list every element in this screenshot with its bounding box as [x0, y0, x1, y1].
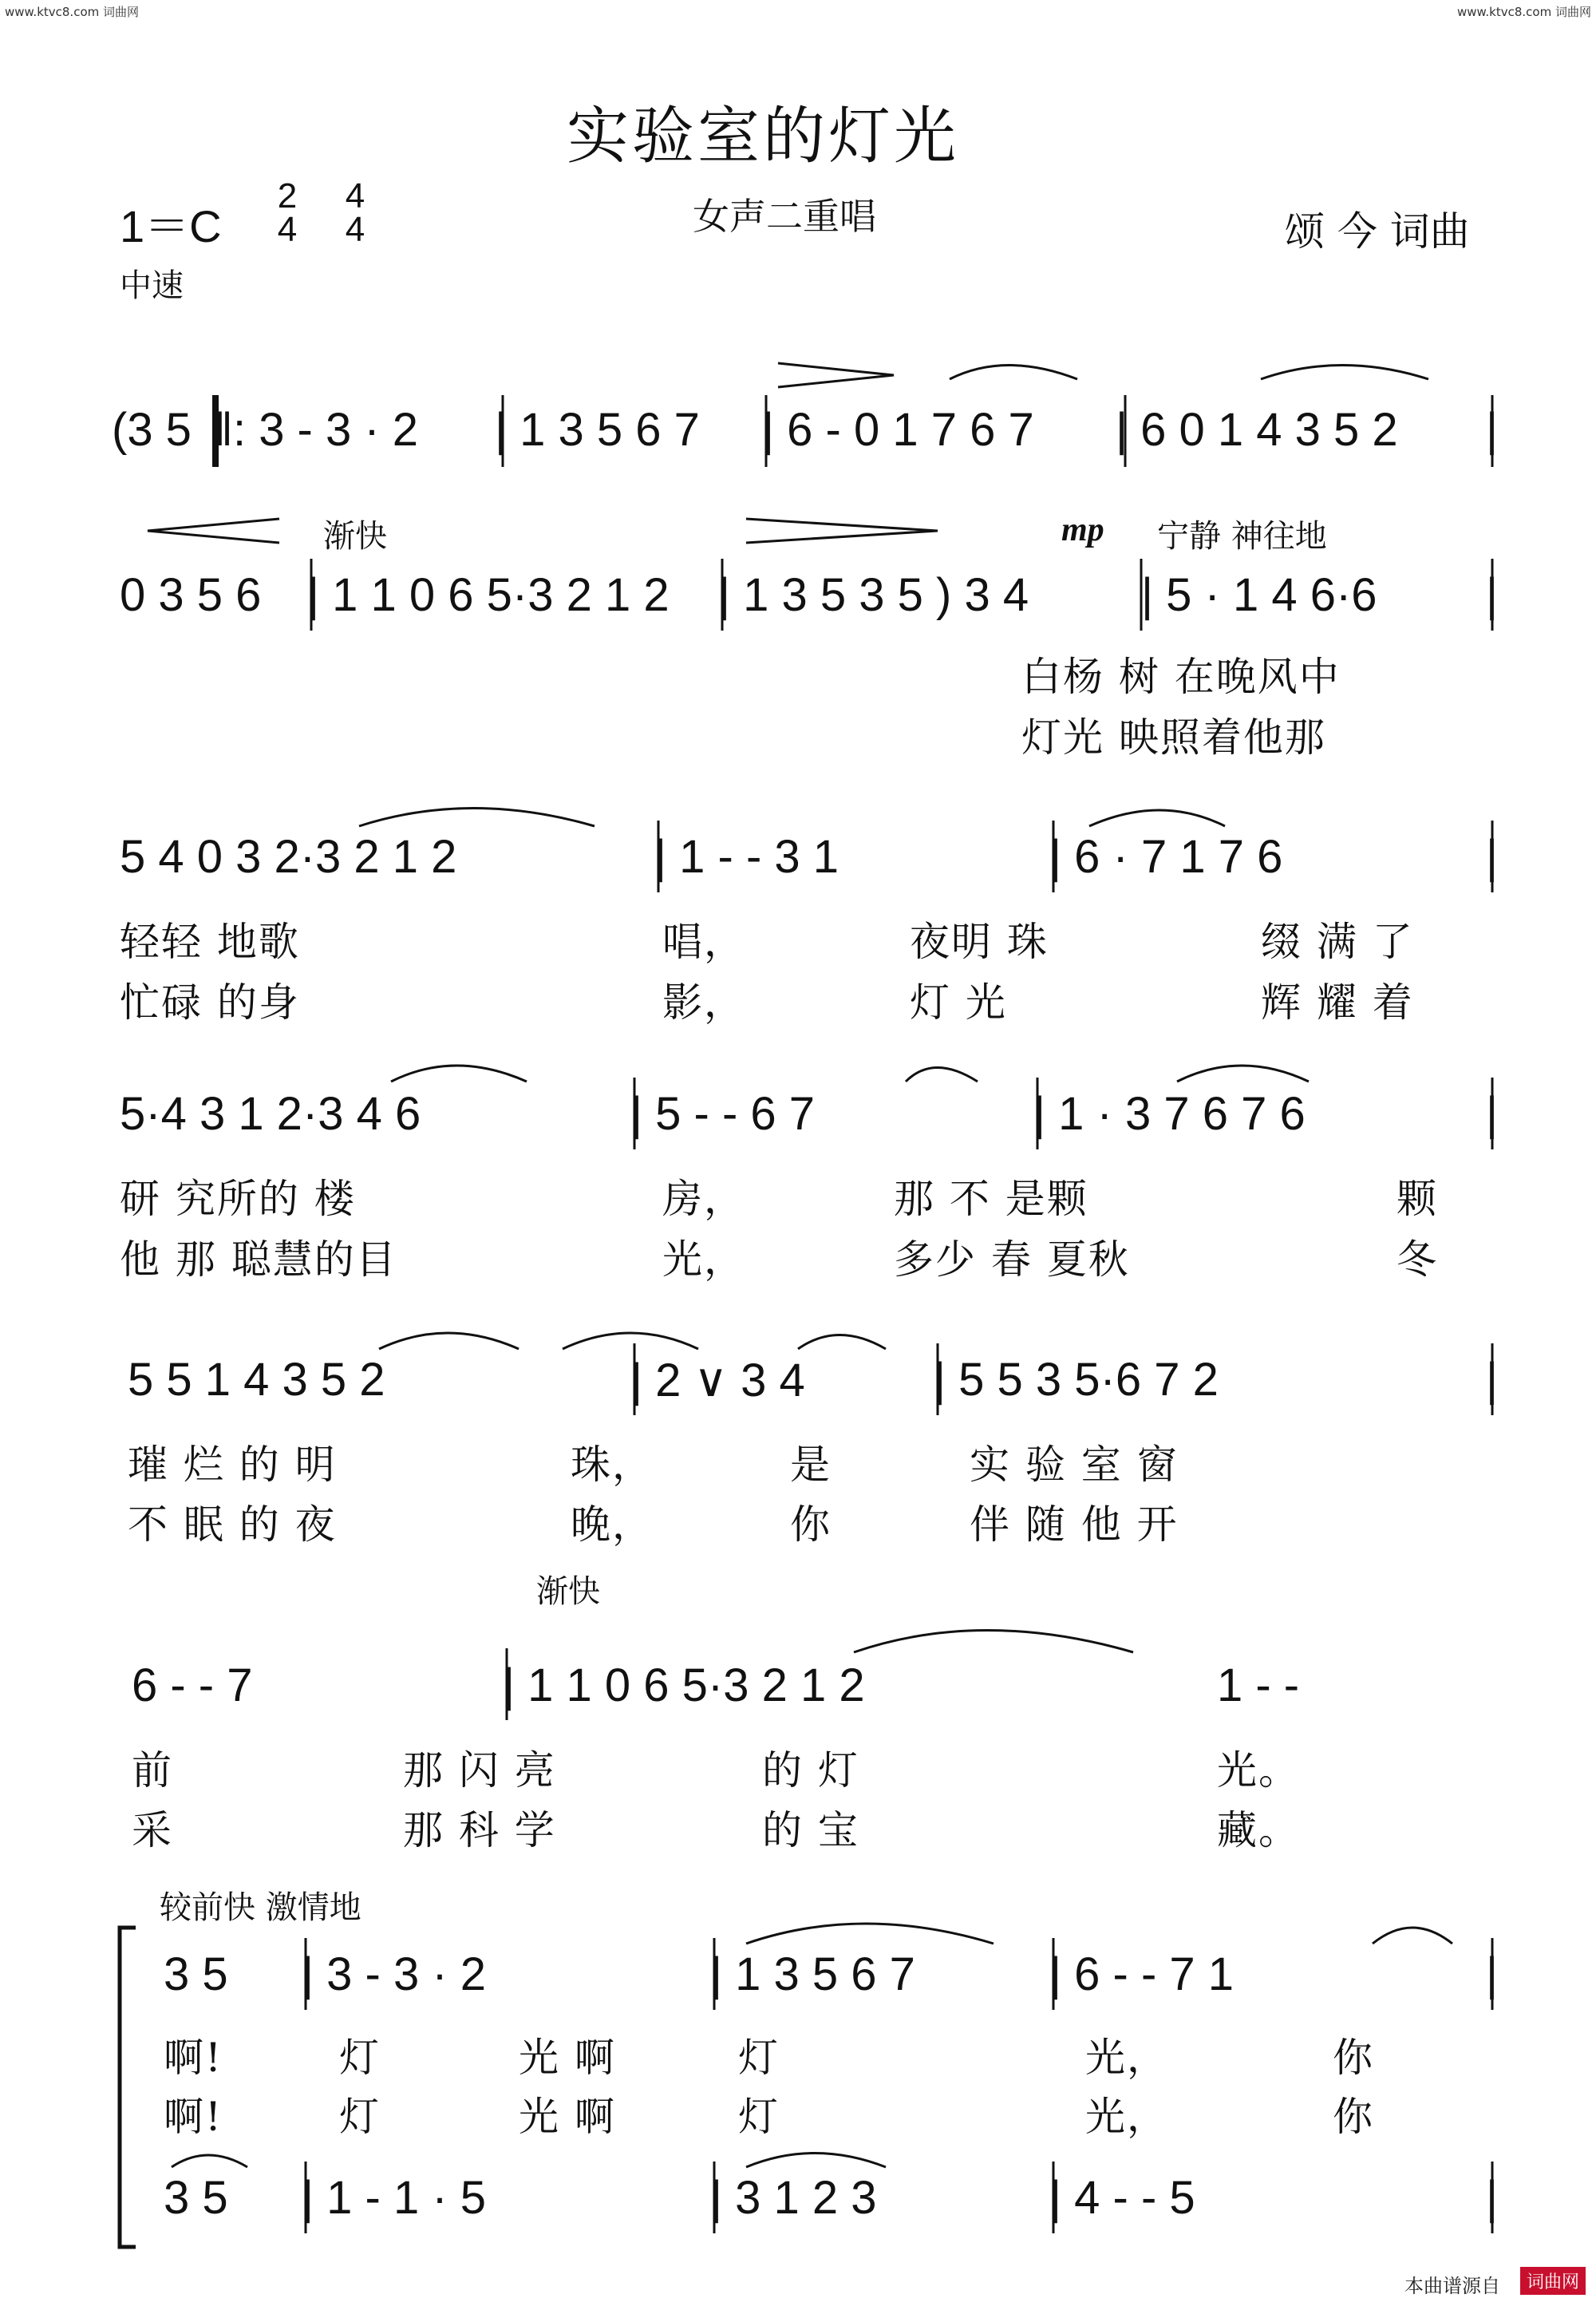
time-signature-second: 4 4 — [345, 176, 365, 249]
notes-row-6-seg-2: | 1 1 0 6 5·3 2 1 2 — [503, 1659, 865, 1711]
notes-row-7-seg-1: 3 5 — [164, 1948, 228, 2000]
mark-accel-row-2: 渐快 — [323, 518, 387, 555]
notes-row-7-seg-3: | 1 3 5 6 7 — [710, 1948, 915, 2000]
notes-row-5-seg-4: | — [1486, 1354, 1499, 1406]
lyrics-row-3-v1-a: 轻轻 地歌 — [120, 919, 300, 965]
lyrics-row-7-v2-f: 你 — [1333, 2094, 1374, 2140]
notes-row-4-seg-1: 5·4 3 1 2·3 4 6 — [120, 1088, 421, 1140]
lyrics-row-7-v2-d: 灯 — [738, 2094, 780, 2140]
song-title: 实验室的灯光 — [567, 101, 960, 172]
lyrics-row-7-v1-f: 你 — [1333, 2035, 1374, 2081]
notes-row-1-seg-6: | — [1486, 404, 1499, 456]
lyrics-row-4-v1-a: 研 究所的 楼 — [120, 1176, 356, 1222]
slur-row-3-a — [359, 809, 595, 827]
notes-row-8-seg-3: | 3 1 2 3 — [710, 2172, 877, 2224]
lyrics-row-7-v1-b: 灯 — [339, 2035, 381, 2081]
slur-row-4-a — [391, 1066, 527, 1082]
notes-row-6-seg-1: 6 - - 7 — [132, 1659, 253, 1711]
lyrics-row-3-v2-d: 辉 耀 着 — [1261, 979, 1414, 1026]
lyrics-row-4-v1-b: 房， — [662, 1176, 745, 1222]
slur-row-5-b — [563, 1333, 698, 1349]
slur-row-6 — [854, 1631, 1133, 1653]
notes-row-1-seg-1: (3 5 — [112, 404, 192, 456]
notes-row-7-seg-2: | 3 - 3 · 2 — [302, 1948, 487, 2000]
notes-row-3-seg-2: | 1 - - 3 1 — [654, 831, 839, 883]
lyrics-row-3-v1-d: 缀 满 了 — [1261, 919, 1414, 965]
notes-row-6-seg-3: 1 - - — [1217, 1659, 1300, 1711]
notes-row-3-seg-3: | 6 · 7 1 7 6 — [1049, 831, 1283, 883]
lyrics-row-5-v2-d: 伴 随 他 开 — [970, 1501, 1179, 1548]
key-signature: 1＝C — [120, 201, 222, 251]
lyrics-row-4-v2-b: 光， — [662, 1236, 745, 1283]
lyrics-row-5-v1-b: 珠， — [571, 1442, 654, 1488]
notes-row-4-seg-4: | — [1486, 1088, 1499, 1140]
slur-row-8-a — [172, 2155, 247, 2167]
mark-accel-row-6: 渐快 — [536, 1573, 600, 1610]
lyrics-row-4-v2-c: 多少 春 夏秋 — [894, 1236, 1130, 1283]
notes-row-2-seg-3: | 1 3 5 3 5 ) 3 4 — [718, 569, 1029, 621]
dynamic-mp: mp — [1061, 512, 1104, 548]
notes-row-2-seg-4: | 5 · 1 4 6·6 — [1141, 569, 1377, 621]
slur-row-5-c — [798, 1335, 886, 1350]
lyrics-row-6-v2-d: 藏。 — [1217, 1807, 1300, 1853]
expression-mark-row-2: 宁静 神往地 — [1157, 518, 1327, 555]
slur-row-8-b — [746, 2154, 886, 2168]
lyrics-row-4-v2-a: 他 那 聪慧的目 — [120, 1236, 397, 1283]
notes-row-8-seg-4: | 4 - - 5 — [1049, 2172, 1195, 2224]
lyrics-row-3-v2-b: 影， — [662, 979, 745, 1026]
lyrics-row-6-v1-c: 的 灯 — [762, 1747, 859, 1794]
footer-site-badge[interactable]: 词曲网 — [1520, 2267, 1586, 2295]
lyrics-row-5-v2-a: 不 眠 的 夜 — [128, 1501, 337, 1548]
lyrics-row-5-v2-c: 你 — [790, 1501, 832, 1548]
notes-row-3-seg-4: | — [1486, 831, 1499, 883]
lyrics-row-2-verse-1: 白杨 树 在晚风中 — [1021, 654, 1341, 700]
notes-row-3-seg-1: 5 4 0 3 2·3 2 1 2 — [120, 831, 457, 883]
notes-row-1-seg-3: | 1 3 5 6 7 — [495, 404, 700, 456]
slur-row-7-b — [1373, 1928, 1452, 1944]
slur-row-7-a — [746, 1924, 994, 1944]
lyrics-row-3-v2-c: 灯 光 — [910, 979, 1007, 1026]
tempo-marking: 中速 — [120, 267, 184, 304]
notes-row-1-seg-5: | 6 0 1 4 3 5 2 — [1116, 404, 1398, 456]
lyrics-row-7-v2-b: 灯 — [339, 2094, 381, 2140]
decrescendo-hairpin-row-2 — [746, 519, 938, 543]
time-signature-first: 2 4 — [277, 176, 298, 249]
site-watermark-right: www.ktvc8.com 词曲网 — [1456, 5, 1591, 19]
notes-row-8-seg-1: 3 5 — [164, 2172, 228, 2224]
lyrics-row-7-v1-e: 光， — [1085, 2035, 1168, 2081]
lyrics-row-5-v2-b: 晚， — [571, 1501, 654, 1548]
lyrics-row-3-v1-b: 唱， — [662, 919, 745, 965]
lyrics-row-6-v1-a: 前 — [132, 1747, 173, 1794]
slur-row-4-b — [906, 1068, 978, 1082]
notes-row-7-seg-4: | 6 - - 7 1 — [1049, 1948, 1235, 2000]
notes-row-1-seg-4: | 6 - 0 1 7 6 7 — [762, 404, 1034, 456]
lyrics-row-7-v2-a: 啊! — [164, 2094, 223, 2140]
credits: 颂 今 词曲 — [1285, 208, 1470, 255]
notes-row-8-seg-2: | 1 - 1 · 5 — [302, 2172, 487, 2224]
lyrics-row-7-v1-a: 啊! — [164, 2035, 223, 2081]
lyrics-row-6-v2-a: 采 — [132, 1807, 173, 1853]
lyrics-row-4-v2-d: 冬 — [1396, 1236, 1438, 1283]
lyrics-row-7-v1-c: 光 啊 — [519, 2035, 616, 2081]
lyrics-row-3-v1-c: 夜明 珠 — [910, 919, 1049, 965]
slur-row-1-a — [950, 366, 1077, 380]
expression-mark-row-7: 较前快 激情地 — [160, 1889, 361, 1926]
notes-row-4-seg-2: | 5 - - 6 7 — [630, 1088, 816, 1140]
song-subtitle: 女声二重唱 — [693, 195, 876, 238]
lyrics-row-4-v1-c: 那 不 是颗 — [894, 1176, 1088, 1222]
notes-row-2-seg-1: 0 3 5 6 — [120, 569, 262, 621]
notes-row-5-seg-1: 5 5 1 4 3 5 2 — [128, 1354, 385, 1406]
lyrics-row-6-v1-d: 光。 — [1217, 1747, 1300, 1794]
lyrics-row-5-v1-d: 实 验 室 窗 — [970, 1442, 1179, 1488]
notes-row-2-seg-5: | — [1486, 569, 1499, 621]
lyrics-row-6-v2-b: 那 科 学 — [403, 1807, 556, 1853]
decrescendo-hairpin-row-1 — [778, 363, 894, 387]
notes-row-5-seg-2: | 2 ∨ 3 4 — [630, 1355, 805, 1406]
notes-row-8-seg-5: | — [1486, 2172, 1499, 2224]
lyrics-row-7-v2-e: 光， — [1085, 2094, 1168, 2140]
slur-row-1-b — [1261, 366, 1428, 380]
system-bracket — [120, 1928, 136, 2247]
lyrics-row-5-v1-a: 璀 烂 的 明 — [128, 1442, 337, 1488]
lyrics-row-2-verse-2: 灯光 映照着他那 — [1021, 714, 1326, 761]
lyrics-row-6-v2-c: 的 宝 — [762, 1807, 859, 1853]
lyrics-row-7-v2-c: 光 啊 — [519, 2094, 616, 2140]
notes-row-4-seg-3: | 1 · 3 7 6 7 6 — [1033, 1088, 1306, 1140]
footer-source-text: 本曲谱源自 — [1404, 2275, 1500, 2297]
crescendo-hairpin-row-2 — [148, 519, 279, 543]
notes-row-7-seg-5: | — [1486, 1948, 1499, 2000]
slur-row-5-a — [379, 1333, 519, 1349]
slur-row-3-b — [1089, 810, 1225, 826]
slur-row-4-c — [1177, 1066, 1309, 1082]
lyrics-row-3-v2-a: 忙碌 的身 — [120, 979, 300, 1026]
notes-row-2-seg-2: | 1 1 0 6 5·3 2 1 2 — [307, 569, 670, 621]
notes-row-1-seg-2: ‖: 3 - 3 · 2 — [214, 404, 419, 456]
lyrics-row-5-v1-c: 是 — [790, 1442, 832, 1488]
lyrics-row-4-v1-d: 颗 — [1396, 1176, 1438, 1222]
notes-row-5-seg-3: | 5 5 3 5·6 7 2 — [934, 1354, 1219, 1406]
lyrics-row-6-v1-b: 那 闪 亮 — [403, 1747, 556, 1794]
lyrics-row-7-v1-d: 灯 — [738, 2035, 780, 2081]
site-watermark-left: www.ktvc8.com 词曲网 — [5, 5, 140, 19]
